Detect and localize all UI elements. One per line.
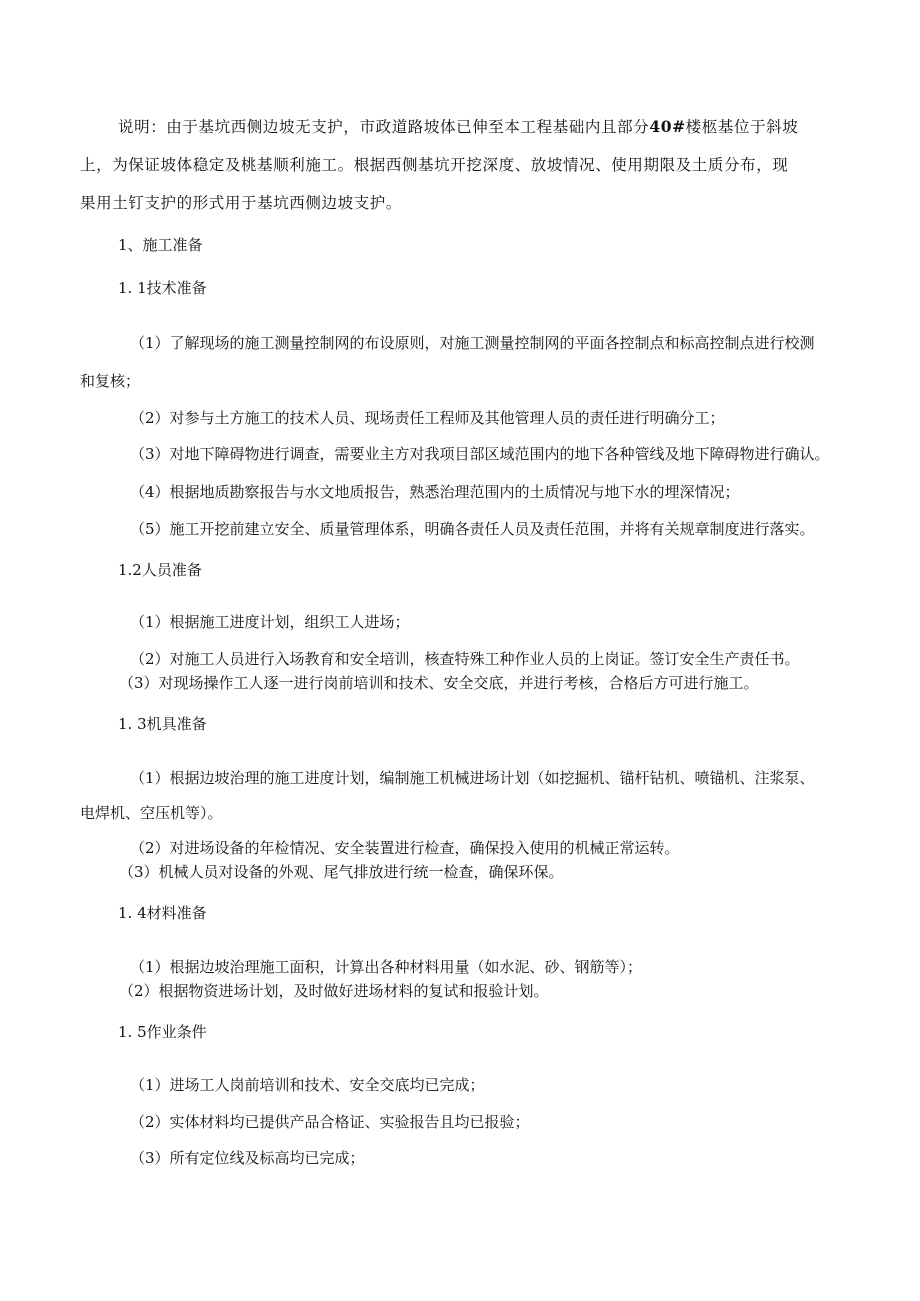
list-item: （1）根据施工进度计划，组织工人进场； xyxy=(130,613,410,631)
intro-text-1b: 楼柩基位于斜坡 xyxy=(685,118,799,136)
list-item: （2）实体材料均已提供产品合格证、实验报告且均已报验； xyxy=(130,1113,530,1131)
subsection-1-3-title: 1. 3机具准备 xyxy=(118,715,207,733)
intro-line-3: 果用土钉支护的形式用于基坑西侧边坡支护。 xyxy=(80,194,403,212)
list-item: （3）对现场操作工人逐一进行岗前培训和技术、安全交底，并进行考核，合格后方可进行施工。 xyxy=(119,674,759,692)
subsection-1-1-title: 1. 1技术准备 xyxy=(118,279,207,297)
list-item: （2）对参与土方施工的技术人员、现场责任工程师及其他管理人员的责任进行明确分工； xyxy=(130,409,725,427)
list-item: （1）了解现场的施工测量控制网的布设原则，对施工测量控制网的平面各控制点和标高控制点进行校测 xyxy=(130,334,815,352)
list-item: （1）根据边坡治理施工面积，计算出各种材料用量（如水泥、砂、钢筋等）； xyxy=(130,958,643,976)
subsection-1-2-title: 1.2人员准备 xyxy=(118,561,202,579)
intro-text-bold: 40# xyxy=(649,117,686,136)
list-item: （5）施工开挖前建立安全、质量管理体系，明确各责任人员及责任范围，并将有关规章制度进行落实。 xyxy=(130,520,815,538)
intro-text-1a: 说明：由于基坑西侧边坡无支护，市政道路坡体已伸至本工程基础内且部分 xyxy=(118,118,650,136)
list-item: 电焊机、空压机等）。 xyxy=(80,804,223,822)
list-item: （1）根据边坡治理的施工进度计划，编制施工机械进场计划（如挖掘机、锚杆钻机、喷锚机、注浆泵、 xyxy=(130,769,815,787)
subsection-1-5-title: 1. 5作业条件 xyxy=(118,1023,207,1041)
list-item: （2）对施工人员进行入场教育和安全培训，核查特殊工种作业人员的上岗证。签订安全生产责任书。 xyxy=(130,650,800,668)
list-item: （1）进场工人岗前培训和技术、安全交底均已完成； xyxy=(130,1076,485,1094)
subsection-1-4-title: 1. 4材料准备 xyxy=(118,904,207,922)
list-item: （2）根据物资进场计划，及时做好进场材料的复试和报验计划。 xyxy=(119,982,549,1000)
list-item: （2）对进场设备的年检情况、安全装置进行检查，确保投入使用的机械正常运转。 xyxy=(130,839,680,857)
intro-line-2: 上，为保证坡体稳定及桃基顺利施工。根据西侧基坑开挖深度、放坡情况、使用期限及土质分布，现 xyxy=(80,156,789,174)
list-item: （3）对地下障碍物进行调查，需要业主方对我项目部区域范围内的地下各种管线及地下障碍物进行确认。 xyxy=(130,445,830,463)
list-item: 和复核； xyxy=(80,372,141,390)
section-1-title: 1、施工准备 xyxy=(118,236,203,254)
list-item: （4）根据地质勘察报告与水文地质报告，熟悉治理范围内的土质情况与地下水的埋深情况； xyxy=(130,483,740,501)
list-item: （3）机械人员对设备的外观、尾气排放进行统一检查，确保环保。 xyxy=(119,863,564,881)
intro-line-1 xyxy=(118,117,798,137)
list-item: （3）所有定位线及标高均已完成； xyxy=(130,1149,365,1167)
